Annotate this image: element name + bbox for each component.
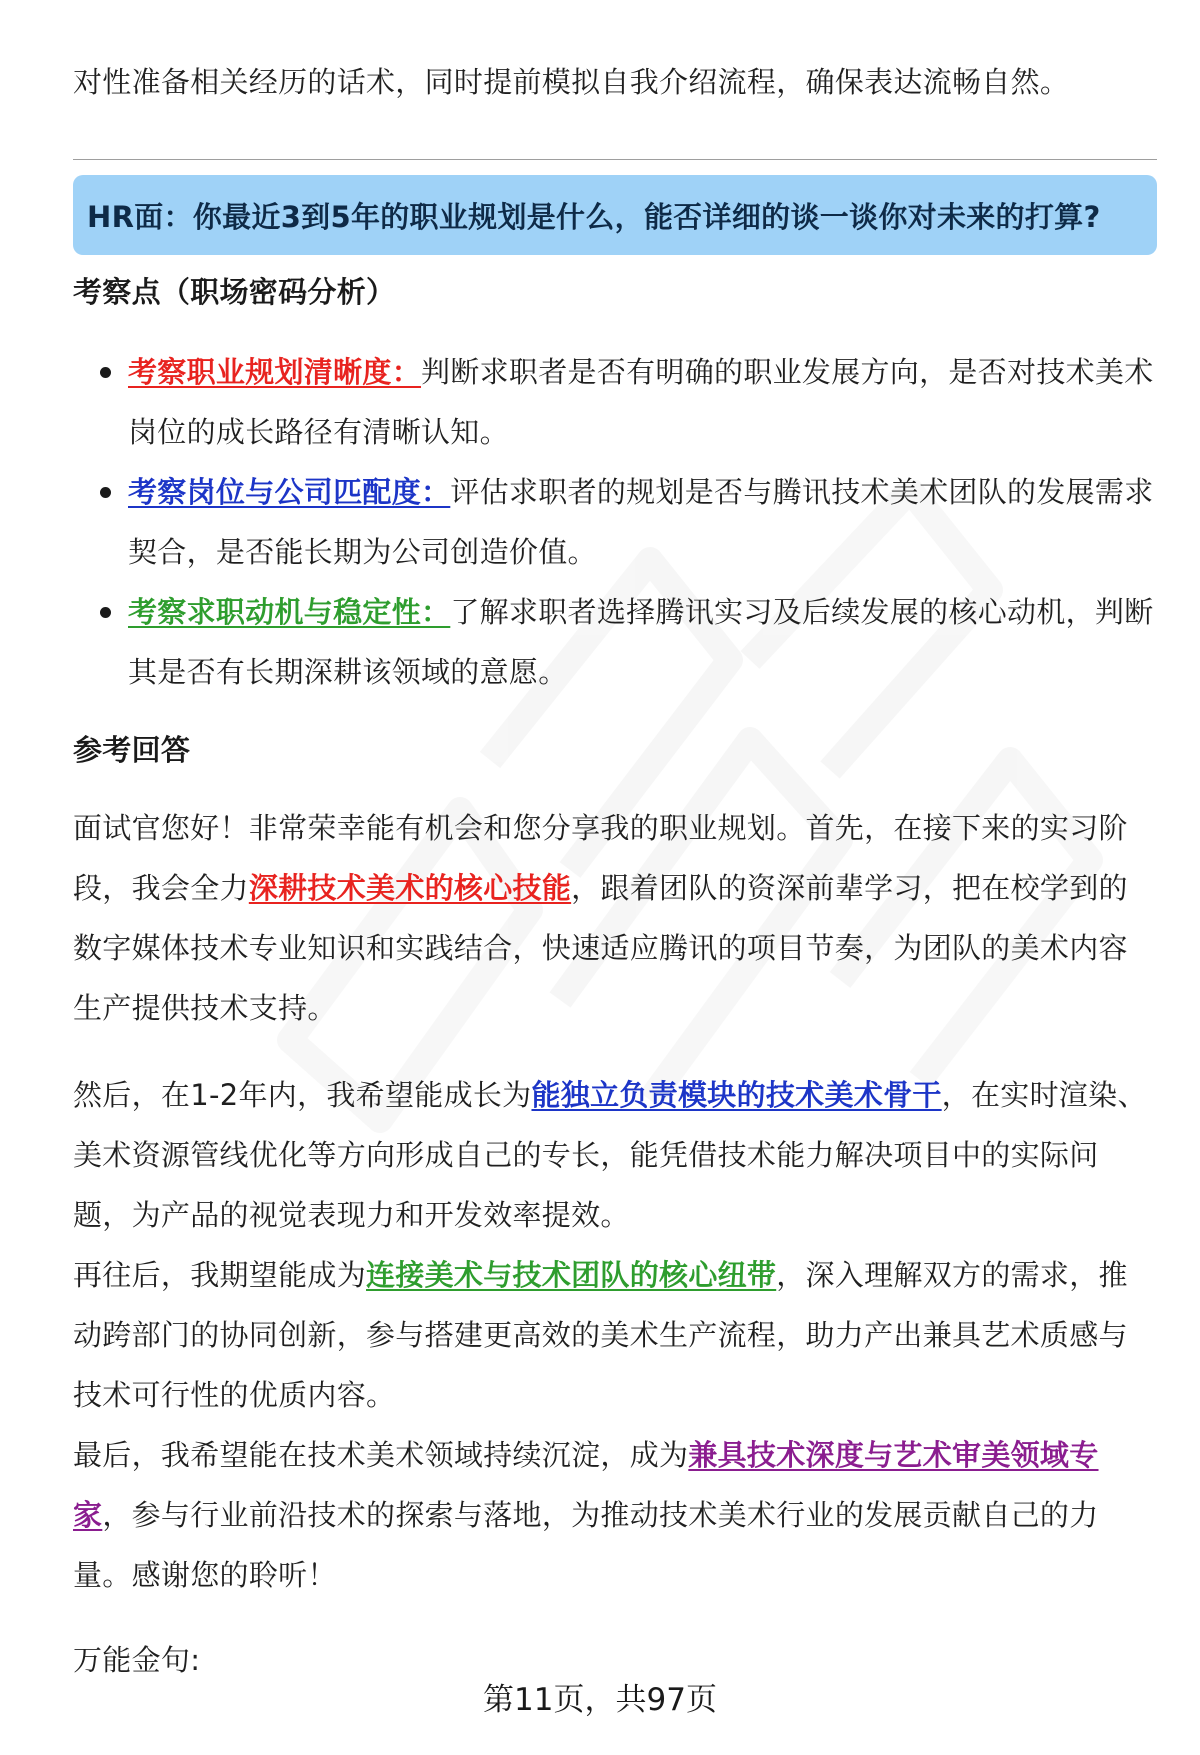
assessment-point <box>73 462 1157 582</box>
assessment-point-text: 评估求职者的规划是否与腾讯技术美术团队的发展需求契合，是否能长期为公司创造价值。 <box>128 475 1154 569</box>
answer-text: ，深入理解双方的需求，推动跨部门的协同创新，参与搭建更高效的美术生产流程，助力产出兼具艺术质感与技术可行性的优质内容。 <box>73 1258 1128 1412</box>
bullet-dot-icon <box>100 487 111 498</box>
answer-text: 再往后，我期望能成为 <box>73 1258 367 1292</box>
assessment-points-list <box>73 342 1157 702</box>
answer-text: ，跟着团队的资深前辈学习，把在校学到的数字媒体技术专业知识和实践结合，快速适应腾讯的项目节奏，为团队的美术内容生产提供技术支持。 <box>73 871 1128 1025</box>
answer-text: ，在实时渲染、美术资源管线优化等方向形成自己的专长，能凭借技术能力解决项目中的实际问题，为产品的视觉表现力和开发效率提效。 <box>73 1078 1147 1232</box>
answer-text: ，参与行业前沿技术的探索与落地，为推动技术美术行业的发展贡献自己的力量。感谢您的聆听！ <box>73 1498 1099 1592</box>
answer-text: 面试官您好！非常荣幸能有机会和您分享我的职业规划。首先，在接下来的实习阶段，我会全力 <box>73 811 1128 905</box>
answer-paragraph <box>73 1065 1157 1245</box>
answer-highlight: 连接美术与技术团队的核心纽带 <box>366 1258 777 1292</box>
assessment-point-keyword: 考察职业规划清晰度： <box>128 355 422 389</box>
assessment-point-keyword: 考察岗位与公司匹配度： <box>128 475 451 509</box>
answer-paragraph <box>73 798 1157 1038</box>
points-title: 考察点（职场密码分析） <box>73 275 396 309</box>
answer-text: 最后，我希望能在技术美术领域持续沉淀，成为 <box>73 1438 689 1472</box>
answer-text: 然后，在1-2年内，我希望能成长为 <box>73 1078 532 1112</box>
bullet-dot-icon <box>100 607 111 618</box>
question-text: HR面：你最近3到5年的职业规划是什么，能否详细的谈一谈你对未来的打算? <box>87 199 1101 234</box>
assessment-point <box>73 342 1157 462</box>
answer-paragraph <box>73 1425 1157 1605</box>
assessment-point-text: 了解求职者选择腾讯实习及后续发展的核心动机，判断其是否有长期深耕该领域的意愿。 <box>128 595 1154 689</box>
assessment-point-text: 判断求职者是否有明确的职业发展方向，是否对技术美术岗位的成长路径有清晰认知。 <box>128 355 1154 449</box>
answer-highlight: 深耕技术美术的核心技能 <box>248 871 572 905</box>
section-divider <box>73 159 1157 160</box>
intro-paragraph: 对性准备相关经历的话术，同时提前模拟自我介绍流程，确保表达流畅自然。 <box>73 65 1070 99</box>
golden-sentence-title: 万能金句: <box>73 1643 201 1677</box>
answer-paragraph <box>73 1245 1157 1425</box>
page-number: 第11页，共97页 <box>483 1682 717 1718</box>
answer-highlight: 能独立负责模块的技术美术骨干 <box>531 1078 942 1112</box>
assessment-point-keyword: 考察求职动机与稳定性： <box>128 595 451 629</box>
bullet-dot-icon <box>100 367 111 378</box>
question-banner <box>73 175 1157 255</box>
answer-highlight: 兼具技术深度与艺术审美领域专家 <box>73 1438 1099 1532</box>
answer-title: 参考回答 <box>73 733 191 767</box>
assessment-point <box>73 582 1157 702</box>
